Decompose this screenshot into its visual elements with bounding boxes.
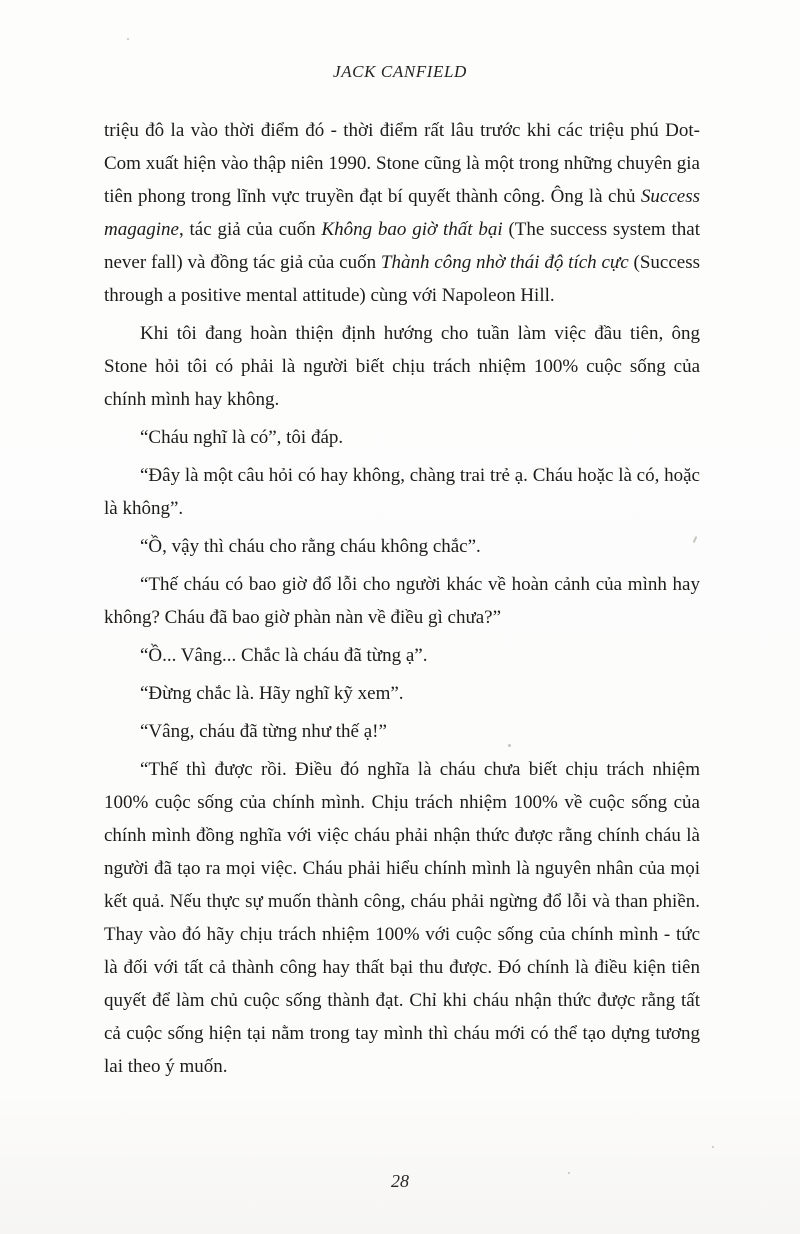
paragraph [104, 114, 700, 312]
text-block [104, 114, 700, 1088]
text-run: “Ồ, vậy thì cháu cho rằng cháu không chắc”. [140, 536, 481, 557]
text-run: , tác giả của cuốn [178, 219, 322, 240]
paragraph [104, 639, 700, 672]
paragraph [104, 459, 700, 525]
text-run: (Success through a positive mental attitude) cùng với Napoleon Hill. [104, 252, 700, 306]
text-run: “Đây là một câu hỏi có hay không, chàng trai trẻ ạ. Cháu hoặc là có, hoặc là không”. [104, 465, 700, 519]
paragraph [104, 530, 700, 563]
paragraph [104, 317, 700, 416]
scan-artifact [508, 744, 511, 747]
text-run: “Vâng, cháu đã từng như thế ạ!” [140, 721, 387, 742]
text-run: (The success system that never fall) và đồng tác giả của cuốn [104, 219, 701, 273]
text-run: “Thế cháu có bao giờ đổ lỗi cho người khác về hoàn cảnh của mình hay không? Cháu đã bao giờ phàn nàn về điều gì chưa?” [104, 574, 700, 628]
text-run: “Thế thì được rồi. Điều đó nghĩa là cháu chưa biết chịu trách nhiệm 100% cuộc sống của chính mình. Chịu trách nhiệm 100% về cuộc sống của chính mình đồng nghĩa với việc cháu phải nhận thức được rằng chính cháu là người đã tạo ra mọi việc. Cháu phải hiểu chính mình là nguyên nhân của mọi kết quả. Nếu thực sự muốn thành công, cháu phải ngừng đổ lỗi và than phiền. Thay vào đó hãy chịu trách nhiệm 100% với cuộc sống của chính mình - tức là đối với tất cả thành công hay thất bại thu được. Đó chính là điều kiện tiên quyết để làm chủ cuộc sống thành đạt. Chỉ khi cháu nhận thức được rằng tất cả cuộc sống hiện tại nằm trong tay mình thì cháu mới có thể tạo dựng tương lai theo ý muốn. [104, 759, 700, 1077]
italic-run: Success magagine [104, 186, 700, 240]
text-run: triệu đô la vào thời điểm đó - thời điểm rất lâu trước khi các triệu phú Dot-Com xuất hiện vào thập niên 1990. Stone cũng là một trong những chuyên gia tiên phong trong lĩnh vực truyền đạt bí quyết thành công. Ông là chủ [104, 120, 700, 207]
scan-artifact [712, 1146, 714, 1148]
paragraph [104, 715, 700, 748]
paragraph [104, 677, 700, 710]
scan-artifact [568, 1172, 570, 1174]
running-header: JACK CANFIELD [333, 62, 467, 81]
scan-artifact [127, 38, 129, 40]
text-run: Khi tôi đang hoàn thiện định hướng cho tuần làm việc đầu tiên, ông Stone hỏi tôi có phải là người biết chịu trách nhiệm 100% cuộc sống của chính mình hay không. [104, 323, 700, 410]
paragraph [104, 568, 700, 634]
paragraph [104, 753, 700, 1083]
paragraph [104, 421, 700, 454]
text-run: “Đừng chắc là. Hãy nghĩ kỹ xem”. [140, 683, 404, 704]
page-number: 28 [391, 1171, 409, 1191]
italic-run: Thành công nhờ thái độ tích cực [380, 252, 629, 273]
text-run: “Cháu nghĩ là có”, tôi đáp. [140, 427, 344, 448]
text-run: “Ồ... Vâng... Chắc là cháu đã từng ạ”. [140, 645, 428, 666]
italic-run: Không bao giờ thất bại [321, 219, 503, 240]
